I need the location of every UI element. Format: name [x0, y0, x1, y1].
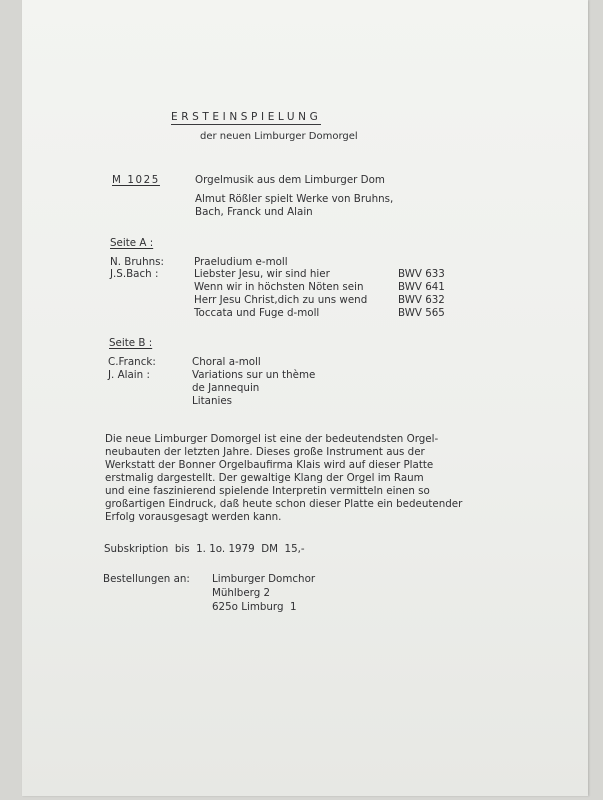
body-paragraph-line: großartigen Eindruck, daß heute schon dieser Platte ein bedeutender [105, 498, 463, 510]
album-description-line-1: Almut Rößler spielt Werke von Bruhns, [195, 193, 394, 205]
body-paragraph-line: und eine faszinierend spielende Interpretin vermitteln einen so [105, 485, 430, 497]
side-b-composer: J. Alain : [108, 369, 150, 381]
side-b-work: Variations sur un thème [192, 369, 316, 381]
side-a-work: Wenn wir in höchsten Nöten sein [194, 281, 364, 293]
body-paragraph-line: Erfolg vorausgesagt werden kann. [105, 511, 282, 523]
side-a-bwv: BWV 633 [398, 268, 445, 280]
orders-address-line: Mühlberg 2 [212, 587, 271, 599]
orders-address-line: Limburger Domchor [212, 573, 316, 585]
subscription-line: Subskription bis 1. 1o. 1979 DM 15,- [104, 543, 305, 555]
side-b-work: de Jannequin [192, 382, 260, 394]
body-paragraph-line: Die neue Limburger Domorgel ist eine der bedeutendsten Orgel- [105, 433, 439, 445]
orders-address-line: 625o Limburg 1 [212, 601, 297, 613]
side-b-work: Choral a-moll [192, 356, 261, 368]
page-title: ERSTEINSPIELUNG [171, 111, 322, 123]
side-a-composer: J.S.Bach : [110, 268, 159, 280]
album-description-line-2: Bach, Franck und Alain [195, 206, 313, 218]
side-b-composer: C.Franck: [108, 356, 156, 368]
body-paragraph-line: neubauten der letzten Jahre. Dieses große Instrument aus der [105, 446, 425, 458]
side-a-bwv: BWV 632 [398, 294, 445, 306]
page-subtitle: der neuen Limburger Domorgel [200, 131, 358, 142]
body-paragraph-line: Werkstatt der Bonner Orgelbaufirma Klais wird auf dieser Platte [105, 459, 434, 471]
side-a-heading: Seite A : [110, 237, 154, 249]
side-a-bwv: BWV 565 [398, 307, 445, 319]
side-a-work: Toccata und Fuge d-moll [194, 307, 320, 319]
orders-label: Bestellungen an: [103, 573, 190, 585]
catalog-number: M 1025 [112, 174, 160, 186]
side-b-heading: Seite B : [109, 337, 153, 349]
side-a-work: Liebster Jesu, wir sind hier [194, 268, 330, 280]
side-a-composer: N. Bruhns: [110, 256, 164, 268]
side-a-bwv: BWV 641 [398, 281, 445, 293]
side-b-work: Litanies [192, 395, 233, 407]
album-title: Orgelmusik aus dem Limburger Dom [195, 174, 385, 186]
body-paragraph-line: erstmalig dargestellt. Der gewaltige Klang der Orgel im Raum [105, 472, 424, 484]
side-a-work: Praeludium e-moll [194, 256, 288, 268]
side-a-work: Herr Jesu Christ,dich zu uns wend [194, 294, 368, 306]
